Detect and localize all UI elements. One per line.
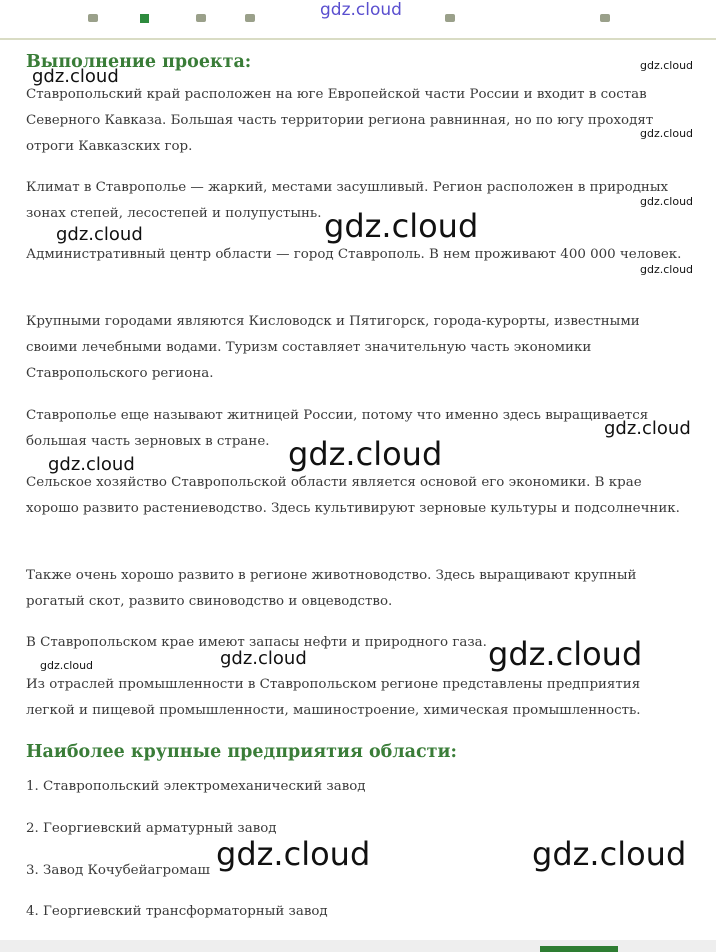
paragraph-resources: В Ставропольском крае имеют запасы нефти и природного газа. [26,635,487,650]
watermark-top: gdz.cloud [320,0,402,20]
paragraph-industry: Из отраслей промышленности в Ставропольском регионе представлены предприятия легкой и пищевой промышленности, машиностроение, химическая промышленность. [26,677,641,718]
bottom-bar [0,940,716,952]
watermark: gdz.cloud [640,195,694,208]
heading-project: Выполнение проекта: [26,52,252,72]
watermark: gdz.cloud [48,454,135,475]
watermark: gdz.cloud [32,66,119,87]
watermark: gdz.cloud [640,59,694,72]
list-item-enterprise: 1. Ставропольский электромеханический завод [26,779,366,794]
watermark: gdz.cloud [640,127,694,140]
list-item-enterprise: 3. Завод Кочубейагромаш [26,863,211,878]
watermark: gdz.cloud [324,207,479,245]
paragraph-cities: Крупными городами являются Кисловодск и Пятигорск, города-курорты, известными своими лечебными водами. Туризм составляет значительную часть экономики Ставропольского региона. [26,314,640,381]
paragraph-capital: Административный центр области — город Ставрополь. В нем проживают 400 000 человек. [26,247,682,262]
watermark: gdz.cloud [288,435,443,473]
list-item-enterprise: 2. Георгиевский арматурный завод [26,821,277,836]
watermark: gdz.cloud [532,835,687,873]
watermark: gdz.cloud [216,835,371,873]
bottom-green-button[interactable] [540,946,618,952]
watermark: gdz.cloud [604,418,691,439]
list-item-enterprise: 4. Георгиевский трансформаторный завод [26,904,328,919]
toolbar-icon[interactable] [88,14,98,22]
watermark: gdz.cloud [220,648,307,669]
toolbar-icon[interactable] [245,14,255,22]
paragraph-livestock: Также очень хорошо развито в регионе животноводство. Здесь выращивают крупный рогатый скот, развито свиноводство и овцеводство. [26,568,637,609]
watermark: gdz.cloud [488,635,643,673]
toolbar-icon[interactable] [196,14,206,22]
paragraph-agriculture: Сельское хозяйство Ставропольской области является основой его экономики. В крае хорошо развито растениеводство. Здесь культивируют зерновые культуры и подсолнечник. [26,475,680,516]
top-toolbar [0,0,716,40]
watermark: gdz.cloud [40,659,94,672]
toolbar-green-icon[interactable] [140,14,149,23]
toolbar-icon[interactable] [445,14,455,22]
paragraph-geography: Ставропольский край расположен на юге Европейской части России и входит в состав Северного Кавказа. Большая часть территории региона равнинная, но по югу проходят отроги Кавказских гор. [26,87,654,154]
paragraph-granary: Ставрополье еще называют житницей России, потому что именно здесь выращивается большая часть зерновых в стране. [26,408,649,449]
paragraph-climate: Климат в Ставрополье — жаркий, местами засушливый. Регион расположен в природных зонах степей, лесостепей и полупустынь. [26,180,669,221]
toolbar-icon[interactable] [600,14,610,22]
heading-enterprises: Наиболее крупные предприятия области: [26,742,457,762]
watermark: gdz.cloud [56,224,143,245]
watermark: gdz.cloud [640,263,694,276]
